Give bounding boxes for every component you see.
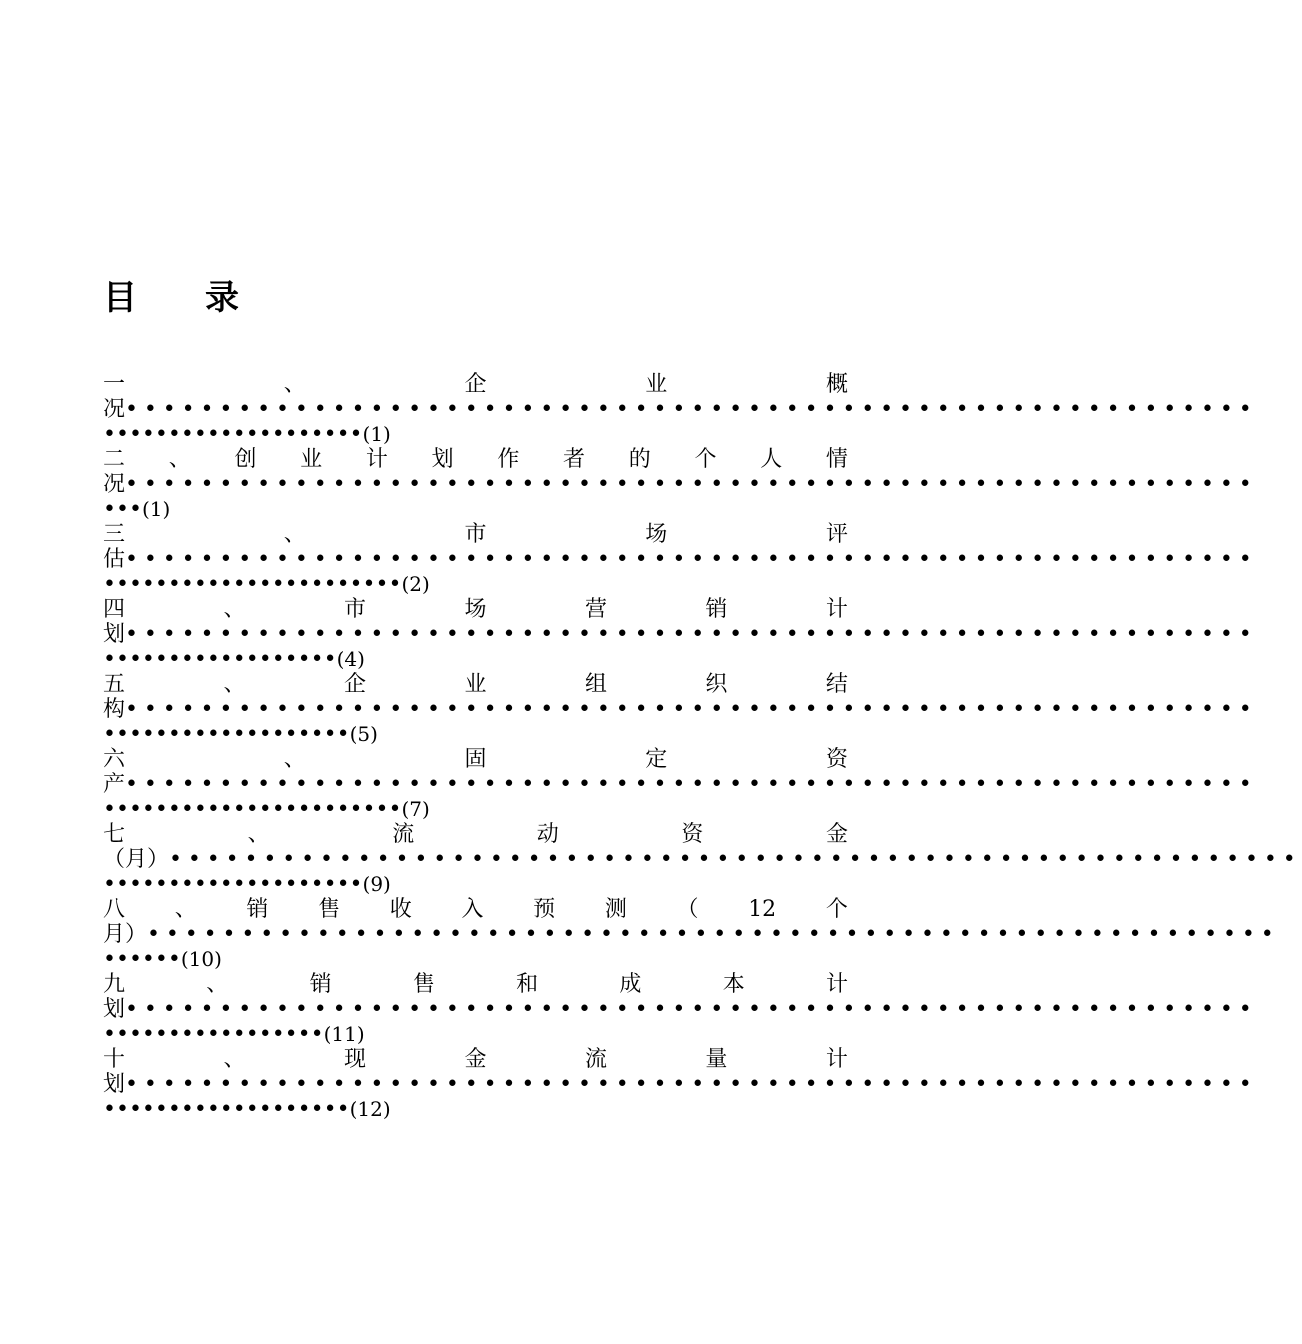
toc-title-char: 八 <box>103 897 126 922</box>
toc-title-char: 人 <box>760 447 783 472</box>
toc-entry-title <box>103 447 848 472</box>
toc-entry-title <box>103 897 848 922</box>
toc-title-char: 市 <box>464 522 487 547</box>
toc-title-char: 十 <box>103 1047 126 1072</box>
title-char-2: 录 <box>205 278 239 318</box>
dot-leader: •••••••••••••••••••••••••••••••••••••••••••••••••••••••••••• <box>125 697 1258 722</box>
toc-title-char: 九 <box>103 972 126 997</box>
dot-leader-end: ••••••••••••••••••• <box>103 722 350 747</box>
toc-title-char: 结 <box>825 672 848 697</box>
toc-title-char: 场 <box>464 597 487 622</box>
toc-title-tail: 月） <box>103 922 148 947</box>
toc-page-number: (10) <box>180 947 222 971</box>
toc-title-char: 、 <box>206 972 229 997</box>
toc-title-char: 五 <box>103 672 126 697</box>
toc-title-char: 和 <box>516 972 539 997</box>
toc-title-char: 、 <box>247 822 270 847</box>
toc-title-char: 织 <box>705 672 728 697</box>
dot-leader-end: ••••••••••••••••• <box>103 1022 324 1047</box>
toc-entry-page-line <box>103 647 848 672</box>
dot-leader: •••••••••••••••••••••••••••••••••••••••••••••••••••••••••••• <box>125 772 1258 797</box>
toc-entry-page-line <box>103 947 848 972</box>
dot-leader: •••••••••••••••••••••••••••••••••••••••••••••••••••••••••••• <box>125 472 1258 497</box>
dot-leader: •••••••••••••••••••••••••••••••••••••••••••••••••••••••••••• <box>125 997 1258 1022</box>
toc-entry-leader <box>103 547 1258 572</box>
toc-page-number: (7) <box>401 797 430 821</box>
toc-entry-title <box>103 522 848 547</box>
table-of-contents <box>103 372 1302 1122</box>
dot-leader: •••••••••••••••••••••••••••••••••••••••••••••••••••••••••••• <box>125 547 1258 572</box>
toc-title-char: 计 <box>825 1047 848 1072</box>
toc-title-char: 本 <box>722 972 745 997</box>
toc-entry-leader <box>103 772 1258 797</box>
toc-entry-page-line <box>103 797 848 822</box>
toc-title-char: 金 <box>464 1047 487 1072</box>
toc-title-char: 计 <box>365 447 388 472</box>
toc-title-tail: 划 <box>103 997 126 1022</box>
toc-entry[interactable] <box>103 822 1302 897</box>
toc-title-char: 组 <box>584 672 607 697</box>
toc-title-char: 动 <box>536 822 559 847</box>
toc-entry-leader <box>103 847 1302 872</box>
toc-title-char: 、 <box>283 747 306 772</box>
toc-title-char: 三 <box>103 522 126 547</box>
toc-entry-leader <box>103 997 1258 1022</box>
toc-title-char: 六 <box>103 747 126 772</box>
toc-title-char: 个 <box>694 447 717 472</box>
toc-title-char: 创 <box>234 447 257 472</box>
toc-title-char: 销 <box>309 972 332 997</box>
toc-title-char: 收 <box>389 897 412 922</box>
toc-title-char: 营 <box>584 597 607 622</box>
toc-title-char: 售 <box>412 972 435 997</box>
toc-entry-page-line <box>103 1022 848 1047</box>
toc-title-char: 12 <box>748 897 777 922</box>
toc-page-number: (12) <box>349 1097 391 1121</box>
toc-entry-leader <box>103 622 1258 647</box>
toc-page-number: (4) <box>336 647 365 671</box>
toc-title-char: 市 <box>343 597 366 622</box>
toc-title-char: 情 <box>825 447 848 472</box>
toc-title-char: 的 <box>628 447 651 472</box>
toc-title-char: 定 <box>645 747 668 772</box>
toc-title-char: 、 <box>223 1047 246 1072</box>
dot-leader-end: •••••••••••••••••••• <box>103 872 363 897</box>
toc-entry-leader <box>103 1072 1258 1097</box>
toc-title-char: 现 <box>343 1047 366 1072</box>
dot-leader-end: ••••••••••••••••••••••• <box>103 797 402 822</box>
dot-leader-end: •••••• <box>103 947 181 972</box>
toc-entry-title <box>103 372 848 397</box>
toc-entry-leader <box>103 472 1258 497</box>
toc-entry[interactable] <box>103 372 1258 447</box>
toc-title-char: 个 <box>825 897 848 922</box>
dot-leader-end: ••• <box>103 497 142 522</box>
toc-title-tail: 产 <box>103 772 126 797</box>
toc-entry-page-line <box>103 422 848 447</box>
toc-title-char: 、 <box>223 672 246 697</box>
toc-title-char: 、 <box>174 897 197 922</box>
toc-title-tail: 估 <box>103 547 126 572</box>
toc-entry[interactable] <box>103 747 1258 822</box>
dot-leader: •••••••••••••••••••••••••••••••••••••••••••••••••••••••••••• <box>147 922 1280 947</box>
toc-entry-page-line <box>103 722 848 747</box>
toc-title-char: 四 <box>103 597 126 622</box>
toc-title-char: 二 <box>103 447 126 472</box>
toc-title-char: 者 <box>563 447 586 472</box>
toc-entry-title <box>103 597 848 622</box>
title-char-1: 目 <box>103 278 137 318</box>
dot-leader-end: •••••••••••••••••• <box>103 647 337 672</box>
dot-leader: •••••••••••••••••••••••••••••••••••••••••••••••••••••••••••• <box>125 397 1258 422</box>
toc-title-char: 销 <box>705 597 728 622</box>
toc-entry-leader <box>103 397 1258 422</box>
toc-entry-page-line <box>103 497 848 522</box>
toc-title-char: 测 <box>604 897 627 922</box>
toc-entry[interactable] <box>103 597 1258 672</box>
toc-entry-title <box>103 822 848 847</box>
toc-title-char: 一 <box>103 372 126 397</box>
page-title <box>103 278 239 318</box>
toc-title-tail: 况 <box>103 397 126 422</box>
toc-entry-title <box>103 747 848 772</box>
toc-title-char: 量 <box>705 1047 728 1072</box>
toc-title-tail: 划 <box>103 622 126 647</box>
toc-title-char: 资 <box>825 747 848 772</box>
toc-entry[interactable] <box>103 522 1258 597</box>
toc-entry-title <box>103 672 848 697</box>
dot-leader-end: ••••••••••••••••••• <box>103 1097 350 1122</box>
toc-entry-page-line <box>103 572 848 597</box>
toc-title-char: 资 <box>681 822 704 847</box>
dot-leader: •••••••••••••••••••••••••••••••••••••••••••••••••••••••••••• <box>125 622 1258 647</box>
toc-page-number: (2) <box>401 572 430 596</box>
toc-title-char: 业 <box>645 372 668 397</box>
toc-title-tail: （月） <box>103 847 170 872</box>
toc-title-char: 场 <box>645 522 668 547</box>
toc-entry-leader <box>103 922 1280 947</box>
toc-entry[interactable] <box>103 447 1258 522</box>
toc-title-tail: 划 <box>103 1072 126 1097</box>
toc-title-char: （ <box>676 897 699 922</box>
toc-title-char: 、 <box>283 522 306 547</box>
toc-title-char: 企 <box>343 672 366 697</box>
toc-entry[interactable] <box>103 972 1258 1047</box>
toc-title-tail: 构 <box>103 697 126 722</box>
toc-page-number: (9) <box>362 872 391 896</box>
toc-title-char: 销 <box>246 897 269 922</box>
toc-title-char: 、 <box>223 597 246 622</box>
toc-title-char: 计 <box>825 972 848 997</box>
toc-title-char: 入 <box>461 897 484 922</box>
dot-leader: •••••••••••••••••••••••••••••••••••••••••••••••••••••••••••• <box>125 1072 1258 1097</box>
toc-title-char: 业 <box>464 672 487 697</box>
toc-entry[interactable] <box>103 672 1258 747</box>
toc-title-char: 评 <box>825 522 848 547</box>
dot-leader-end: •••••••••••••••••••• <box>103 422 363 447</box>
toc-entry-leader <box>103 697 1258 722</box>
toc-page-number: (1) <box>141 497 171 521</box>
toc-title-char: 作 <box>497 447 520 472</box>
toc-title-char: 概 <box>825 372 848 397</box>
toc-page-number: (11) <box>323 1022 365 1046</box>
toc-title-char: 计 <box>825 597 848 622</box>
toc-title-char: 、 <box>168 447 191 472</box>
toc-title-char: 固 <box>464 747 487 772</box>
toc-title-tail: 况 <box>103 472 126 497</box>
toc-entry[interactable] <box>103 897 1280 972</box>
toc-title-char: 业 <box>300 447 323 472</box>
toc-entry-page-line <box>103 1097 848 1122</box>
toc-title-char: 流 <box>392 822 415 847</box>
toc-title-char: 成 <box>619 972 642 997</box>
toc-title-char: 流 <box>584 1047 607 1072</box>
toc-title-char: 金 <box>825 822 848 847</box>
toc-title-char: 预 <box>533 897 556 922</box>
toc-title-char: 七 <box>103 822 126 847</box>
toc-title-char: 划 <box>431 447 454 472</box>
toc-entry-title <box>103 972 848 997</box>
toc-title-char: 售 <box>318 897 341 922</box>
toc-page-number: (5) <box>349 722 378 746</box>
toc-title-char: 企 <box>464 372 487 397</box>
toc-page-number: (1) <box>362 422 391 446</box>
toc-title-char: 、 <box>283 372 306 397</box>
toc-entry[interactable] <box>103 1047 1258 1122</box>
toc-entry-title <box>103 1047 848 1072</box>
toc-entry-page-line <box>103 872 848 897</box>
dot-leader-end: ••••••••••••••••••••••• <box>103 572 402 597</box>
dot-leader: •••••••••••••••••••••••••••••••••••••••••••••••••••••••••••• <box>169 847 1302 872</box>
